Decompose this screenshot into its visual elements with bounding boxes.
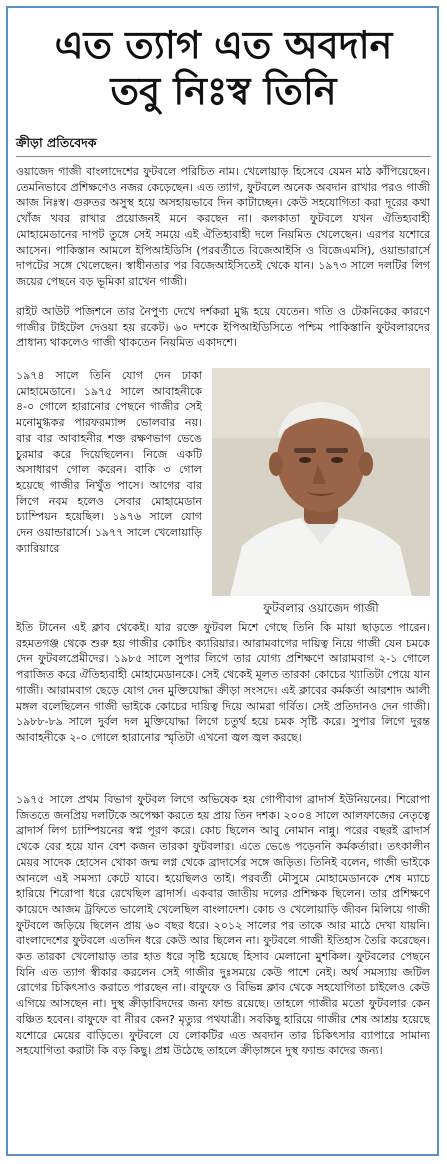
paragraph-mohammedan-years: ১৯৭৪ সালে তিনি যোগ দেন ঢাকা মোহামেডানে। ১৯৭৫ সালে আবাহনীকে ৪-০ গোলে হারানোর পেছনে গাজীর সেই মনোমুগ্ধকর পারফরম্যান্স ভোলবার নয়। বার বার আবাহনীর শক্ত রক্ষণভাগ ভেঙে চুরমার করে দিয়েছিলেন। নিজে একটি অসাধারণ গোল করেন। বাকি ৩ গোল হয়েছে গাজীর নিখুঁত পাসে। আগের বার লিগে নবম হলেও সেবার মোহামেডান চ্যাম্পিয়ন হয়েছিল। ১৯৭৬ সালে যোগ দেন ওয়ান্ডারার্সে। ১৯৭৭ সালে খেলোয়াড়ি ক্যারিয়ারে: [16, 369, 202, 555]
headline-line-2: তবু নিঃস্ব তিনি: [110, 68, 337, 113]
byline: ক্রীড়া প্রতিবেদক: [16, 135, 97, 150]
paragraph-coaching-career: ইতি টানেন এই ক্লাব থেকেই। যার রক্তে ফুটবল মিশে গেছে তিনি কি মায়া ছাড়তে পারেন। রহমতগঞ্জ থেকে শুরু হয় গাজীর কোচিং ক্যারিয়ার। আরামবাগের দায়িত্ব নিয়ে গাজী যেন চমকে দেন ফুটবলপ্রেমীদের। ১৯৮৫ সালে সুপার লিগে তার যোগ্য প্রশিক্ষণে আরামবাগ ২-১ গোলে পরাজিত করে ঐতিহ্যবাহী মোহামেডানকে। সেই থেকেই মূলত তারকা কোচের খ্যাতিটা পেয়ে যান গাজী। আরামবাগ ছেড়ে যোগ দেন মুক্তিযোদ্ধা ক্রীড়া সংসদে। এই ক্লাবের কর্মকর্তা আরশাদ আলী মঙ্গল বলেছিলেন গাজী ভাইকে কোচের দায়িত্ব দিয়ে আমরা গর্বিত। সেই প্রতিদানও দেন গাজী। ১৯৮৮-৮৯ সালে দুর্বল দল মুক্তিযোদ্ধা লিগে চতুর্থ হয়ে চমক সৃষ্টি করে। সুপার লিগে দুরন্ত আবাহনীকে ২-০ গোলে হারানোর স্মৃতিটা এখনো জ্বল জ্বল করছে।: [16, 621, 430, 744]
headline: [8, 22, 439, 114]
byline-divider: [16, 156, 431, 157]
paragraph-playing-style: রাইট আউট পজিশনে তার নৈপুণ্য দেখে দর্শকরা মুগ্ধ হয়ে যেতেন। গতি ও টেকনিকের কারণে গাজীর টাইটেল দেওয়া হয় রকেট। ৬০ দশকে ইপিআইডিসিতে পশ্চিম পাকিস্তানি ফুটবলারদের প্রাধান্য থাকলেও গাজী থাকতেন নিয়মিত একাদশে।: [16, 305, 430, 350]
paragraph-intro: ওয়াজেদ গাজী বাংলাদেশের ফুটবলে পরিচিত নাম। খেলোয়াড় হিসেবে যেমন মাঠ কাঁপিয়েছেন। তেমনিভাবে প্রশিক্ষণেও নজর কেড়েছেন। এত ত্যাগ, ফুটবলে অনেক অবদান রাখার পরও গাজী আজ নিঃস্ব। গুরুতর অসুস্থ হয়ে অসহায়ভাবে দিন কাটাচ্ছেন। কেউ সহযোগিতা করা দূরের কথা খোঁজ খবর রাখার প্রয়োজনই মনে করছেন না। কলকাতা ফুটবলে যখন ঐতিহ্যবাহী মোহামেডানের দাপট তুঙ্গে সেই সময়ে এই ঐতিহ্যবাহী দলে নিয়মিত খেলেছেন। এরপর যশোরে আসেন। পাকিস্তান আমলে ইপিআইডিসি (পরবর্তীতে বিজেআইসি ও বিজেএমসি), ওয়ান্ডারার্সে দাপটের সঙ্গে খেলেছেন। স্বাধীনতার পর বিজেআইসিতেই থেকে যান। ১৯৭৩ সালে দলটির লিগ জয়ের পেছনে বড় ভূমিকা রাখেন গাজী।: [16, 165, 430, 288]
portrait-photo: [212, 368, 430, 596]
portrait-illustration: [212, 368, 430, 596]
headline-line-1: এত ত্যাগ এত অবদান: [54, 22, 393, 67]
paragraph-brothers-union-and-plight: ১৯৭৫ সালে প্রথম বিভাগ ফুটবল লিগে অভিষেক হয় গোপীবাগ ব্রাদার্স ইউনিয়নের। শিরোপা জিততে জনপ্রিয় দলটিকে অপেক্ষা করতে হয় প্রায় তিন দশক। ২০০৪ সালে আলফাজের নেতৃত্বে ব্রাদার্স লিগ চ্যাম্পিয়নের স্বপ্ন পূরণ করে। কোচ ছিলেন আবু নোমান নান্নু। পরের বছরই ব্রাদার্স থেকে বের হয়ে যান বেশ কজন তারকা ফুটবলার। এতে ভেঙে পড়েননি কর্মকর্তারা। তৎকালীন মেয়র সাদেক হোসেন খোকা জন্ম লগ্ন থেকে ব্রাদার্সের সঙ্গে জড়িত। তিনিই বলেন, গাজী ভাইকে আনলে এই সমস্যা কেটে যাবে। হয়েছিলও তাই। পরবর্তী মৌসুমে মোহামেডানকে শেষ ম্যাচে হারিয়ে শিরোপা ধরে রেখেছিল ব্রাদার্স। একবার জাতীয় দলের প্রশিক্ষক ছিলেন। তার প্রশিক্ষণে কায়েদে আজম ট্রফিতে ভালোই খেলেছিল বাংলাদেশ। কোচ ও খেলোয়াড়ি জীবন মিলিয়ে গাজী ফুটবলে জড়িয়ে ছিলেন প্রায় ৬০ বছর ধরে। ২০১২ সালের পর তাকে আর মাঠে দেখা যায়নি। বাংলাদেশের ফুটবলে এতদিন ধরে কেউ আর ছিলেন না। ফুটবলে গাজী ইতিহাস তৈরি করেছেন। কত তারকা খেলোয়াড় তার হাত ধরে সৃষ্টি হয়েছে হিসাব মেলানো মুশকিল। ফুটবলের পেছনে যিনি এত ত্যাগ স্বীকার করলেন সেই গাজীর দুঃসময়ে কেউ পাশে নেই। অর্থ সমস্যায় জটিল রোগের চিকিৎসাও করাতে পারছেন না। বাফুফে ও বিভিন্ন ক্লাব থেকে সহযোগিতা চাইলেও কেউ এগিয়ে আসছেন না। দুস্থ ক্রীড়াবিদদের জন্য ফান্ড রয়েছে। তাহলে গাজীর মতো ফুটবলার কেন বঞ্চিত হবেন। বাফুফে বা নীরব কেন? মৃত্যুর পথযাত্রী। সবকিছু হারিয়ে গাজীর শেষ আশ্রয় হয়েছে যশোরে মেয়ের বাড়িতে। ফুটবলে যে লোকটির এত অবদান তার চিকিৎসার ব্যাপারে সামান্য সহযোগিতা করাটা কি বড় কিছু। প্রশ্ন উঠেছে তাহলে ক্রীড়াঙ্গনে দুস্থ ফ্যান্ড কাদের জন্য।: [16, 793, 430, 1058]
photo-caption: ফুটবলার ওয়াজেদ গাজী: [263, 601, 379, 615]
